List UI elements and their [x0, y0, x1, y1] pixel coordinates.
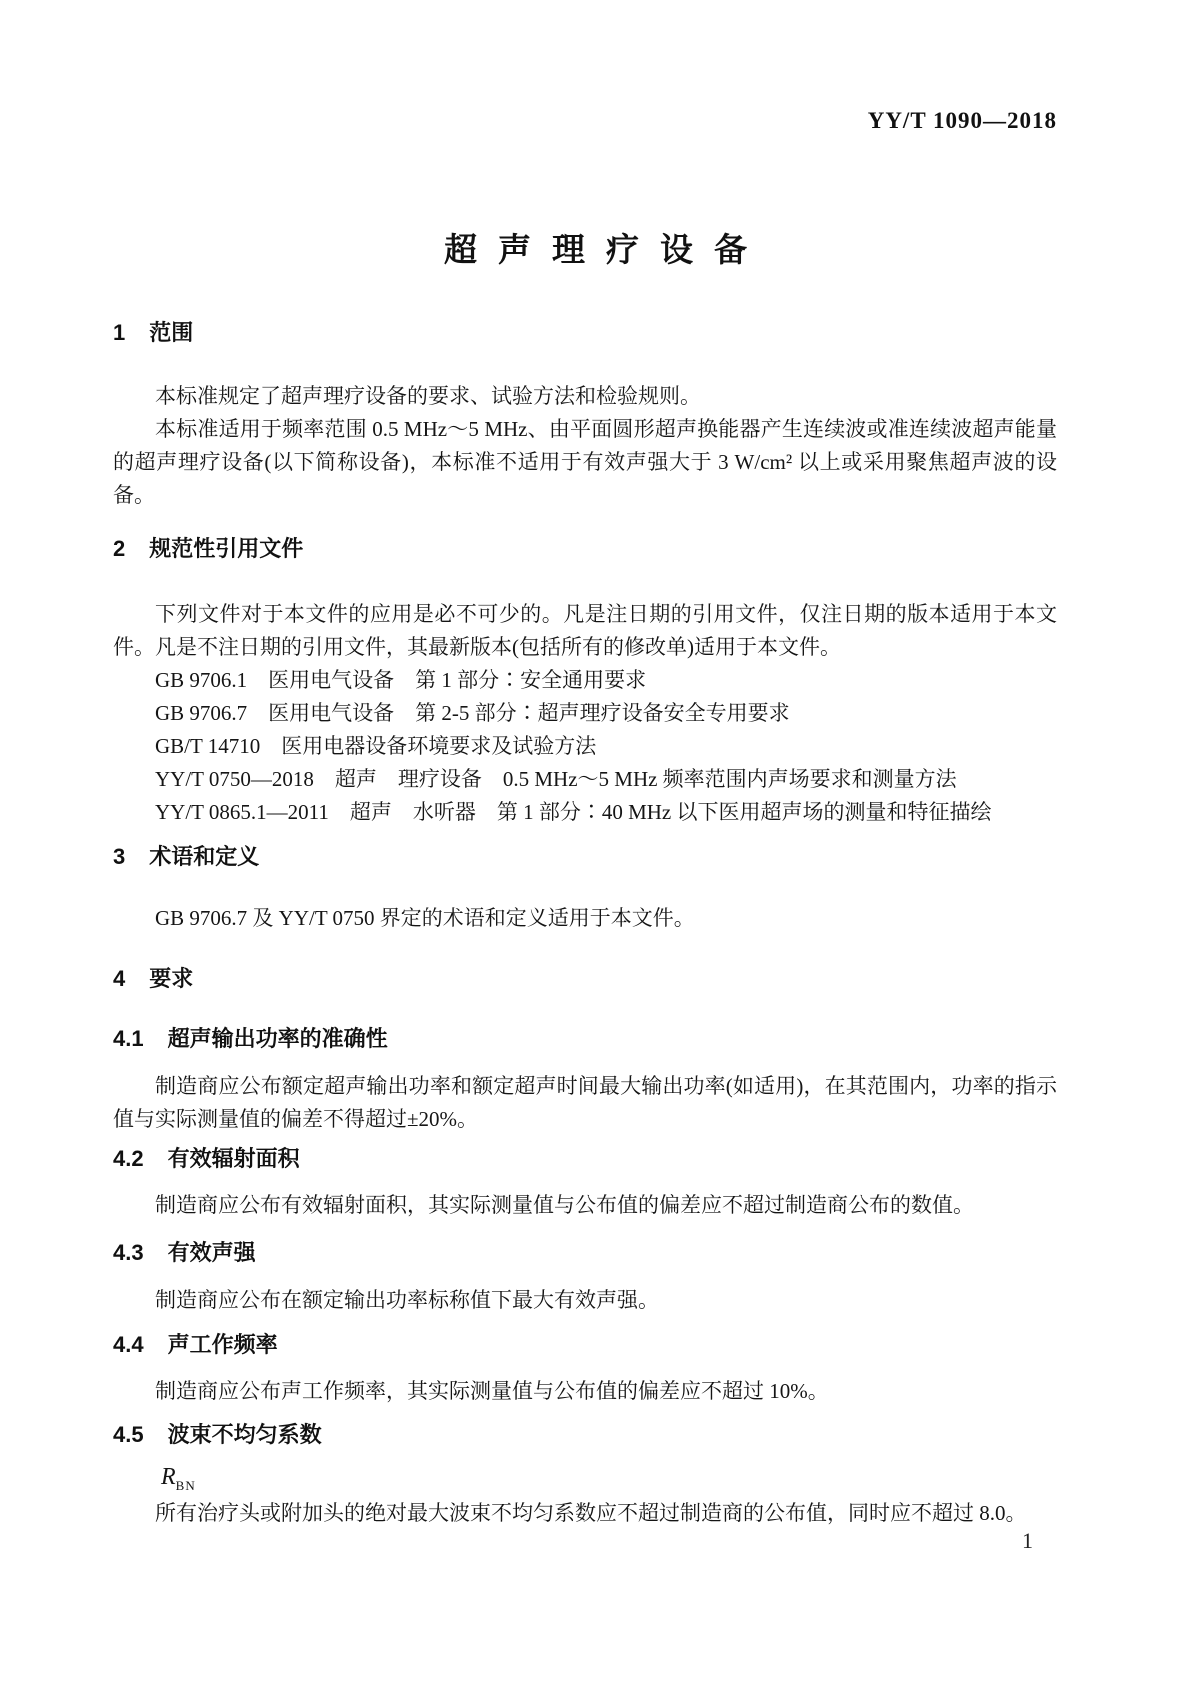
subsection-4-3-body — [113, 1284, 1057, 1317]
doc-number: YY/T 1090—2018 — [867, 108, 1057, 133]
section-title: 声工作频率 — [167, 1332, 278, 1357]
section-number: 1 — [113, 320, 126, 345]
section-title: 波束不均匀系数 — [167, 1422, 322, 1447]
section-1-body — [113, 380, 1057, 512]
subsection-4-2-heading — [113, 1146, 1057, 1172]
section-title: 有效声强 — [167, 1240, 256, 1265]
section-title: 规范性引用文件 — [149, 536, 304, 561]
section-2-heading — [113, 536, 1057, 562]
paragraph: GB 9706.7 及 YY/T 0750 界定的术语和定义适用于本文件。 — [155, 906, 695, 930]
reference-item: GB/T 14710 医用电器设备环境要求及试验方法 — [155, 734, 597, 758]
section-number: 4.1 — [113, 1026, 144, 1051]
subsection-4-1-heading — [113, 1026, 1057, 1052]
symbol-subscript: BN — [175, 1477, 196, 1493]
reference-item: YY/T 0750—2018 超声 理疗设备 0.5 MHz～5 MHz 频率范围内声场要求和测量方法 — [155, 767, 957, 791]
section-number: 4.4 — [113, 1332, 144, 1357]
section-title: 术语和定义 — [149, 844, 260, 869]
section-2-body — [113, 598, 1057, 829]
section-number: 4 — [113, 966, 126, 991]
paragraph: 制造商应公布在额定输出功率标称值下最大有效声强。 — [155, 1288, 659, 1312]
beam-nonuniformity-symbol — [113, 1462, 1105, 1501]
section-number: 4.2 — [113, 1146, 144, 1171]
subsection-4-5-heading — [113, 1422, 1057, 1448]
section-title: 范围 — [149, 320, 194, 345]
subsection-4-4-body — [113, 1375, 1057, 1408]
section-number: 4.5 — [113, 1422, 144, 1447]
page-number: 1 — [1022, 1528, 1033, 1553]
section-title: 有效辐射面积 — [167, 1146, 300, 1171]
section-number: 3 — [113, 844, 126, 869]
section-title: 要求 — [149, 966, 194, 991]
subsection-4-3-heading — [113, 1240, 1057, 1266]
section-3-body — [113, 902, 1057, 935]
paragraph: 下列文件对于本文件的应用是必不可少的。凡是注日期的引用文件，仅注日期的版本适用于本文件。凡是不注日期的引用文件，其最新版本(包括所有的修改单)适用于本文件。 — [113, 602, 1057, 659]
section-1-heading — [113, 320, 1057, 346]
section-4-heading — [113, 966, 1057, 992]
paragraph: 所有治疗头或附加头的绝对最大波束不均匀系数应不超过制造商的公布值，同时应不超过 8.0。 — [155, 1501, 1027, 1525]
paragraph: 本标准适用于频率范围 0.5 MHz～5 MHz、由平面圆形超声换能器产生连续波或准连续波超声能量的超声理疗设备(以下简称设备)，本标准不适用于有效声强大于 3 W/cm² 以上或采用聚焦超声波的设备。 — [113, 417, 1057, 507]
section-title: 超声输出功率的准确性 — [167, 1026, 388, 1051]
paragraph: 制造商应公布有效辐射面积，其实际测量值与公布值的偏差应不超过制造商公布的数值。 — [155, 1193, 974, 1217]
doc-title: 超声理疗设备 — [444, 231, 768, 268]
subsection-4-4-heading — [113, 1332, 1057, 1358]
paragraph: 本标准规定了超声理疗设备的要求、试验方法和检验规则。 — [155, 384, 701, 408]
subsection-4-2-body — [113, 1189, 1057, 1222]
subsection-4-5-body — [113, 1497, 1057, 1530]
symbol-base: R — [161, 1464, 176, 1490]
reference-item: GB 9706.7 医用电气设备 第 2-5 部分∶超声理疗设备安全专用要求 — [155, 701, 790, 725]
paragraph: 制造商应公布声工作频率，其实际测量值与公布值的偏差应不超过 10%。 — [155, 1379, 829, 1403]
subsection-4-1-body — [113, 1070, 1057, 1136]
reference-item: YY/T 0865.1—2011 超声 水听器 第 1 部分∶40 MHz 以下医用超声场的测量和特征描绘 — [155, 800, 992, 824]
paragraph: 制造商应公布额定超声输出功率和额定超声时间最大输出功率(如适用)，在其范围内，功率的指示值与实际测量值的偏差不得超过±20%。 — [113, 1074, 1057, 1131]
reference-item: GB 9706.1 医用电气设备 第 1 部分∶安全通用要求 — [155, 668, 647, 692]
section-number: 2 — [113, 536, 126, 561]
section-3-heading — [113, 844, 1057, 870]
section-number: 4.3 — [113, 1240, 144, 1265]
